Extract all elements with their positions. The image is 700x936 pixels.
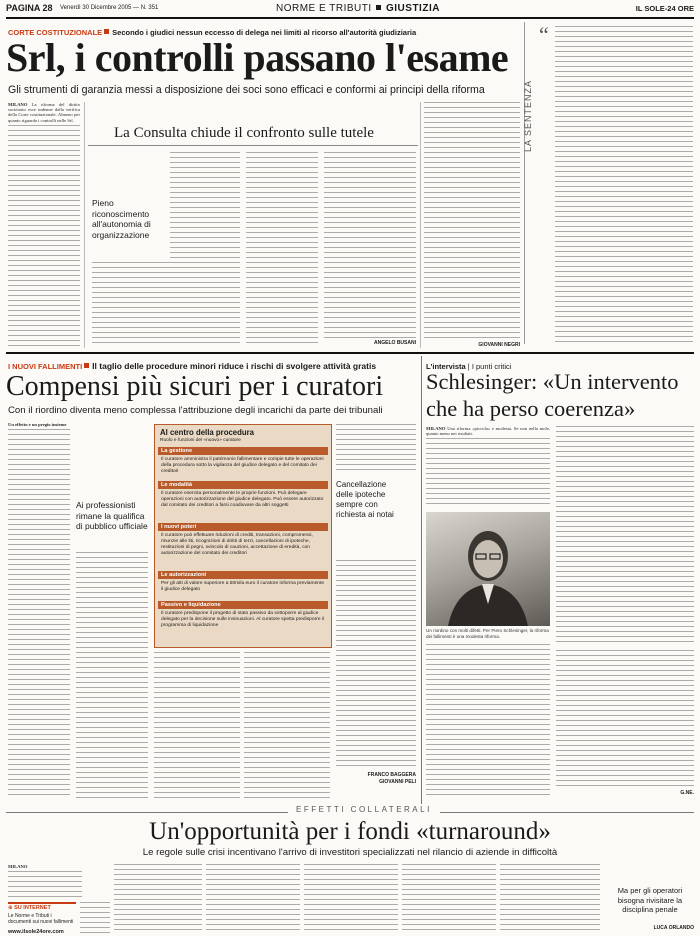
- body-text-placeholder: [556, 426, 694, 644]
- article-turnaround-col-3: [206, 864, 300, 934]
- article-fallimenti-signature-1: FRANCO BAGGERA: [367, 772, 416, 778]
- kicker-divider: |: [465, 362, 472, 371]
- article-fallimenti-subhead: Con il riordino diventa meno complessa l'attribuzione degli incarichi da parte dei tribunali: [8, 405, 383, 416]
- sentenza-label: LA SENTENZA: [523, 79, 533, 152]
- column-rule: [84, 102, 85, 348]
- kicker-bullet: [104, 29, 109, 34]
- body-text-placeholder: [324, 152, 416, 338]
- article-srl-lead: La riforma del diritto societario esce indenne dalla verifica della Corte costituzionale. Almeno per quanto riguarda i controlli nelle Srl.: [8, 102, 80, 123]
- effetti-collaterali-ribbon: EFFETTI COLLATERALI: [288, 805, 440, 814]
- curatore-box-section-4: [158, 571, 328, 595]
- pull-quote-disciplina-penale: Ma per gli operatori bisogna rivisitare la disciplina penale: [617, 886, 683, 914]
- curatore-box-section-5: [158, 601, 328, 631]
- pull-quote-ipoteche: Cancellazione delle ipoteche sempre con richiesta ai notai: [336, 480, 394, 519]
- article-srl-headline: Srl, i controlli passano l'esame: [6, 35, 509, 80]
- dateline: MILANO: [426, 426, 446, 431]
- article-srl-signature: GIOVANNI NEGRI: [478, 342, 520, 348]
- consulta-box-title: La Consulta chiude il confronto sulle tutele: [114, 125, 374, 141]
- section-text: Il curatore può effettuare riduzioni di crediti, transazioni, compromessi, rinunzie alle liti, ricognizioni di diritti di terzi, cancellazioni di ipoteche, restituzioni di pegni, svincolo di cauzioni, accettazione di eredità, con autorizzazione del comitato dei creditori: [161, 533, 313, 556]
- body-text-placeholder: [426, 438, 550, 508]
- consulta-box-col-1: [170, 152, 240, 262]
- article-fallimenti-signature-2: GIOVANNI PELI: [379, 779, 416, 785]
- section-heading: Le modalità: [158, 481, 328, 489]
- section-text: Il curatore predispone il progetto di stato passivo da sottoporre al giudice delegato per la decisione sulle insinuazioni. Al curatore spetta predisporre il programma di liquidazione: [161, 611, 325, 628]
- internet-box: [8, 902, 76, 936]
- curatore-box-section-1: [158, 447, 328, 477]
- article-fallimenti-col-6: [336, 560, 416, 766]
- curatore-box-section-2: [158, 481, 328, 511]
- consulta-box-col-2: [92, 262, 240, 346]
- body-text-placeholder: [244, 652, 330, 798]
- body-text-placeholder: [170, 152, 240, 262]
- article-srl-col-right: [424, 102, 520, 340]
- body-text-placeholder: [8, 871, 82, 899]
- body-text-placeholder: [8, 429, 70, 795]
- sentenza-text: [555, 26, 693, 342]
- curatore-box-subtitle: Ruolo e funzioni del «nuovo» curatore: [160, 438, 241, 443]
- body-text-placeholder: [206, 864, 300, 934]
- body-text-placeholder: [76, 552, 148, 798]
- photo-caption: Un riordino con molti difetti. Per Piero Schlesinger, la riforma dei fallimenti è una modesta riforma.: [426, 628, 549, 639]
- section-heading: Le autorizzazioni: [158, 571, 328, 579]
- interview-col-2: [556, 426, 694, 644]
- article-turnaround-col-1b: [80, 902, 110, 934]
- article-turnaround-subhead: Le regole sulle crisi incentivano l'arrivo di investitori specializzati nel rilancio di aziende in difficoltà: [142, 847, 558, 858]
- body-text-placeholder: [92, 262, 240, 346]
- newspaper-name: IL SOLE-24 ORE: [635, 4, 694, 13]
- dateline: Un effetto e un pregio insieme: [8, 422, 67, 427]
- interview-col-4: [556, 650, 694, 788]
- article-turnaround-col-6: [500, 864, 600, 934]
- interview-headline: Schlesinger: «Un intervento che ha perso coerenza»: [426, 369, 679, 421]
- body-text-placeholder: [336, 560, 416, 766]
- globe-icon: ⊕: [8, 905, 15, 911]
- kicker-text: I punti critici: [471, 362, 512, 371]
- pull-quote-pubblico-ufficiale: Ai professionisti rimane la qualifica di pubblico ufficiale: [76, 500, 148, 531]
- internet-box-title-text: SU INTERNET: [14, 905, 51, 911]
- body-text-placeholder: [555, 26, 693, 342]
- section-text: Per gli atti di valore superiore a 50mila euro il curatore informa previamente il giudice delegato: [161, 581, 325, 592]
- masthead: [6, 2, 694, 16]
- article-fallimenti-col-2: [76, 552, 148, 798]
- body-text-placeholder: [426, 644, 550, 796]
- internet-box-text: Le Norme e Tributi i documenti sui nuovi fallimenti: [8, 913, 74, 925]
- box-signature: ANGELO BUSANI: [374, 340, 416, 346]
- section-separator: [376, 5, 381, 10]
- article-fallimenti-headline: Compensi più sicuri per i curatori: [6, 371, 384, 402]
- article-fallimenti-col-1: [8, 422, 70, 798]
- column-rule: [420, 102, 421, 348]
- kicker-text: Il taglio delle procedure minori riduce i rischi di svolgere attività gratis: [92, 361, 377, 371]
- body-text-placeholder: [336, 424, 416, 474]
- issue-date: Venerdì 30 Dicembre 2005 — N. 351: [60, 5, 159, 11]
- article-turnaround-headline: Un'opportunità per i fondi «turnaround»: [149, 818, 551, 845]
- box-title-rule: [88, 145, 418, 146]
- article-fallimenti-col-4: [244, 652, 330, 798]
- section-title: NORME E TRIBUTI: [276, 3, 372, 14]
- section-heading: Passivo e liquidazione: [158, 601, 328, 609]
- interview-col-1: [426, 426, 550, 508]
- page-number: PAGINA 28: [6, 3, 53, 13]
- body-text-placeholder: [556, 650, 694, 788]
- body-text-placeholder: [500, 864, 600, 934]
- section-text: Il curatore amministra il patrimonio fallimentare e compie tutte le operazioni della procedura sotto la vigilanza del giudice delegato e del comitato dei creditori: [161, 457, 324, 474]
- section-text: Il curatore esercita personalmente le proprie funzioni. Può delegare operazioni con autorizzazione del giudice delegato. Può essere autorizzato dal comitato dei creditori a farsi coadiuvare da altri soggetti: [161, 491, 324, 508]
- article-srl-subhead: Gli strumenti di garanzia messi a disposizione dei soci sono efficaci e conformi ai principi della riforma: [8, 84, 485, 96]
- body-text-placeholder: [114, 864, 202, 934]
- section-heading: I nuovi poteri: [158, 523, 328, 531]
- body-text-placeholder: [304, 864, 398, 934]
- sentenza-sidebar: [524, 22, 695, 344]
- body-text-placeholder: [424, 102, 520, 340]
- article-fallimenti-col-5: [336, 424, 416, 474]
- curatore-box-title: Al centro della procedura: [160, 428, 255, 437]
- article-srl-col-1: [8, 102, 80, 348]
- article-turnaround-col-4: [304, 864, 398, 934]
- subsection-title: GIUSTIZIA: [386, 3, 440, 14]
- kicker-bullet: [84, 363, 89, 368]
- portrait-silhouette-icon: [426, 512, 550, 626]
- pull-quote-autonomia: Pieno riconoscimento all'autonomia di organizzazione: [92, 198, 151, 240]
- curatore-box: [154, 424, 332, 648]
- kicker-intervista: L'intervista: [426, 362, 466, 371]
- interview-lead: Una riforma «piccola» e modesta. Se non nella mole, quanto meno nei risultati.: [426, 426, 550, 437]
- consulta-box-col-4: [324, 152, 416, 338]
- quote-mark-icon: “: [539, 22, 549, 47]
- kicker-nuovi-fallimenti: I NUOVI FALLIMENTI: [8, 362, 83, 371]
- section-divider: [6, 352, 694, 354]
- body-text-placeholder: [402, 864, 496, 934]
- article-turnaround-col-1: [8, 864, 82, 900]
- article-turnaround-col-5: [402, 864, 496, 934]
- article-fallimenti-col-3: [154, 652, 240, 798]
- dateline: MILANO: [8, 102, 28, 107]
- curatore-box-section-3: [158, 523, 328, 559]
- body-text-placeholder: [80, 902, 110, 934]
- interview-col-3: [426, 644, 550, 796]
- schlesinger-photo: [426, 512, 550, 626]
- column-rule: [421, 356, 422, 804]
- internet-box-link[interactable]: www.ilsole24ore.com: [8, 929, 64, 935]
- body-text-placeholder: [246, 152, 318, 346]
- internet-box-title: [8, 905, 51, 911]
- masthead-rule: [6, 17, 694, 19]
- body-text-placeholder: [154, 652, 240, 798]
- kicker-corte-costituzionale: CORTE COSTITUZIONALE: [8, 28, 103, 37]
- dateline: MILANO: [8, 864, 28, 869]
- consulta-box-col-3: [246, 152, 318, 346]
- kicker-text: Secondo i giudici nessun eccesso di delega nei limiti al ricorso all'autorità giudiziaria: [112, 28, 417, 37]
- interview-signature: G.NE.: [680, 790, 694, 796]
- body-text-placeholder: [8, 125, 80, 348]
- section-heading: La gestione: [158, 447, 328, 455]
- article-turnaround-signature: LUCA ORLANDO: [653, 925, 694, 931]
- article-turnaround-col-2: [114, 864, 202, 934]
